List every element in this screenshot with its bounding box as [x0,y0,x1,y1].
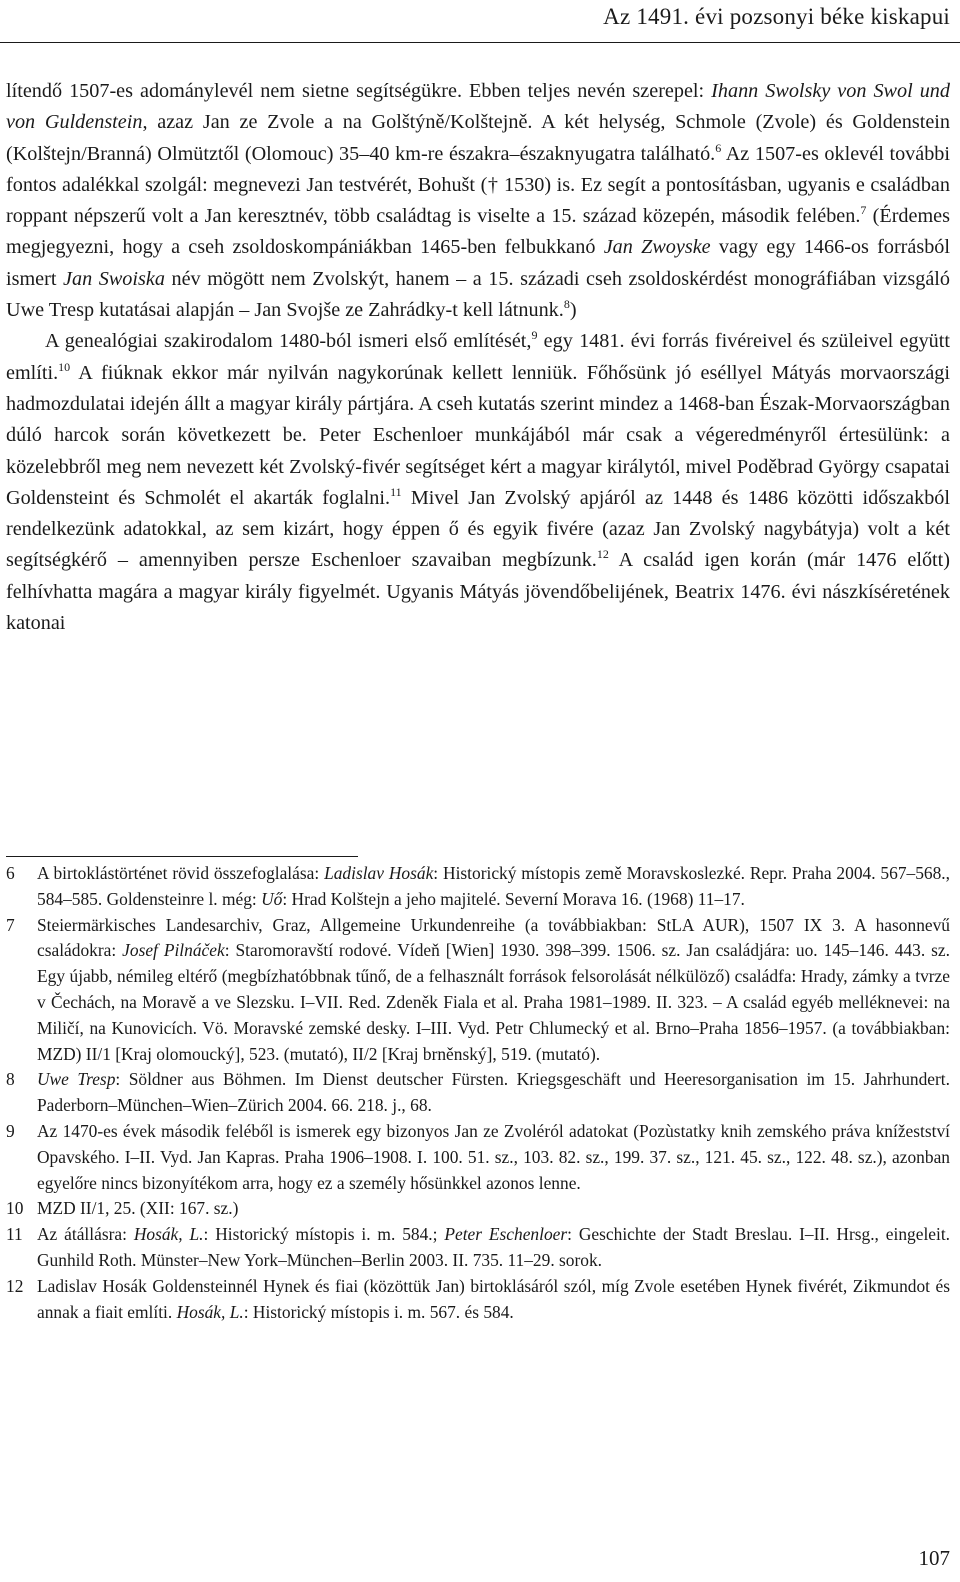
footnote-ref-12[interactable]: 12 [596,547,609,562]
footnote-ref-6[interactable]: 6 [715,140,722,155]
text-run: Mivel Jan Zvolský apjáról az 1448 és 1486 közötti időszakból rendelkezünk adatokkal, az sem kizárt, hogy éppen ő és egyik fivére (azaz Jan Zvolský nagybátyja) volt a két segítségkérő – amennyiben persze Eschenloer szavaiban megbízunk. [6,486,951,572]
italic-name: Jan Swoiska [63,267,165,290]
text-run: Ladislav Hosák Goldensteinnél Hynek és fiai (közöttük Jan) birtoklásáról szól, míg Zvole esetében Hynek fivérét, Zikmundot és annak a fiait említi. [37,1275,950,1322]
text-run: név mögött nem Zvolskýt, hanem – a 15. századi cseh zsoldoskérdést monográfiában vizsgáló Uwe Tresp kutatásai alapján – Jan Svojše ze Zahrádky-t kell látnunk. [6,267,950,322]
text-run: Az 1507-es oklevél további fontos adalékkal szolgál: megnevezi Jan testvérét, Bohušt († 1530) is. Ez segít a pontosításban, ugyanis e családban roppant népszerű volt a Jan keresztnév, több családtag is viselte a 15. század közepén, második felében. [6,142,951,228]
footnote-ref-7[interactable]: 7 [860,203,867,218]
text-run: Az átállásra: [37,1224,134,1245]
paragraph-2 [6,326,950,639]
author-name: Ladislav Hosák [324,863,434,883]
text-run: : Historický místopis i. m. 584.; [203,1224,445,1245]
author-name: Uwe Tresp [37,1069,116,1090]
footnote-number: 8 [6,1069,15,1090]
footnote-number: 9 [6,1120,15,1141]
text-run: : Staromoravští rodové. Vídeň [Wien] 1930. 398–399. 1506. sz. Jan családjára: uo. 145–146. 443. sz. Egy újabb, némileg eltérő (megbízhatóbbnak tűnő, de a felhasznált források felsorolását nélkülöző) családfa: Hrady, zámky a tvrze v Čechách, na Moravě a ve Slezsku. I–VII. Red. Zdeněk Fiala et al. Praha 1981–1989. II. 323. – A család egyéb melléknevei: na Miličí, na Kunovicích. Vö. Moravské zemské desky. I–III. Vyd. Petr Chlumecký et al. Brno–Praha 1856–1957. (a továbbiakban: MZD) II/1 [Kraj olomoucký], 523. (mutató), II/2 [Kraj brněnský], 519. (mutató). [37,940,950,1064]
footnote-12 [6,1274,950,1326]
text-run: : Hrad Kolštejn a jeho majitelé. Severní Morava 16. (1968) 11–17. [282,888,745,909]
text-run: Az 1470-es évek második feléből is ismerek egy bizonyos Jan ze Zvoléról adatokat (Pozùstatky knih zemského práva knížestství Opavského. I–II. Vyd. Jan Kapras. Praha 1906–1908. I. 100. 51. sz., 103. 82. sz., 199. 37. sz., 121. 45. sz., 122. 48. sz.), azonban egyelőre nincs bizonyítékom arra, hogy ez a személy hősünkkel azonos lenne. [37,1120,950,1193]
running-head: Az 1491. évi pozsonyi béke kiskapui [603,4,950,29]
italic-name: Jan Zwoyske [603,236,711,259]
author-name: Hosák, L. [133,1224,204,1245]
text-run: egy 1481. évi forrás fivéreivel és szüleivel együtt említi. [6,330,950,384]
text-run: MZD II/1, 25. (XII: 167. sz.) [37,1198,239,1219]
footnotes [6,861,950,1325]
text-run: lítendő 1507-es adománylevél nem sietne segítségükre. Ebben teljes nevén szerepel: [6,80,712,102]
footnote-number: 11 [6,1224,23,1245]
footnote-6 [6,861,950,913]
footnote-number: 10 [6,1198,24,1219]
footnote-ref-9[interactable]: 9 [531,328,538,343]
footnote-10 [6,1196,950,1222]
footnote-7 [6,913,950,1068]
text-run: : Historický místopis i. m. 567. és 584. [243,1301,514,1322]
text-run: (Érdemes megjegyezni, hogy a cseh zsoldoskompániákban 1465-ben felbukkanó [6,205,950,259]
page-header [0,0,960,50]
header-rule [0,42,960,43]
author-name: Peter Eschenloer [444,1224,568,1245]
text-run: : Geschichte der Stadt Breslau. I–II. Hrsg., eingeleit. Gunhild Roth. Münster–New York–München–Berlin 2003. II. 735. 11–29. sorok. [37,1224,951,1270]
text-run: Steiermärkisches Landesarchiv, Graz, Allgemeine Urkundenreihe (a továbbiakban: StLA AUR), 1507 IX 3. A hasonnevű családokra: [37,914,950,961]
text-run: ) [569,299,577,322]
footnote-8 [6,1067,950,1119]
italic-name: Ihann Swolsky von Swol und von Guldenstein [6,80,950,134]
text-run: : Söldner aus Böhmen. Im Dienst deutscher Fürsten. Kriegsgeschäft und Heeresorganisation im 15. Jahrhundert. Paderborn–München–Wien–Zürich 2004. 66. 218. j., 68. [37,1069,950,1116]
page-number: 107 [918,1546,950,1570]
body-text [6,76,950,639]
text-run: : Historický místopis země Moravskoslezké. Repr. Praha 2004. 567–568., 584–585. Goldensteinre l. még: [37,863,950,909]
footnote-ref-11[interactable]: 11 [390,484,402,499]
footnote-ref-10[interactable]: 10 [58,359,71,374]
footnote-number: 7 [6,914,15,935]
text-run: A genealógiai szakirodalom 1480-ból ismeri első említését, [45,330,532,353]
footnote-rule [6,856,358,857]
footnote-ref-8[interactable]: 8 [563,297,570,312]
text-run: A birtoklástörténet rövid összefoglalása: [37,863,325,883]
footnote-9 [6,1119,950,1196]
text-run: A család igen korán (már 1476 előtt) felhívhatta magára a magyar király figyelmét. Ugyanis Mátyás jövendőbelijének, Beatrix 1476. évi nászkíséretének katonai [6,549,950,635]
author-name: Josef Pilnáček [122,940,225,961]
text-run: vagy egy 1466-os forrásból ismert [6,236,951,290]
text-run: A fiúknak ekkor már nyilván nagykorúnak kellett lenniük. Főhősünk jó eséllyel Mátyás morvaországi hadmozdulatai idején állt a magyar király pártjára. A cseh kutatás szerint mindez a 1468-ban Észak-Morvaországban dúló harcok során következett be. Peter Eschenloer munkájából már csak a végeredményről értesülünk: a közelebbről meg nem nevezett két Zvolský-fivér segítséget kért a magyar királytól, mivel Poděbrad György csapatai Goldensteint és Schmolét el akarták foglalni. [6,361,950,509]
text-run: , azaz Jan ze Zvole a na Golštýně/Kolštejně. A két helység, Schmole (Zvole) és Goldenstein (Kolštejn/Branná) Olmütztől (Olomouc) 35–40 km-re északra–északnyugatra található. [6,111,950,165]
footnote-number: 12 [6,1275,24,1296]
footnote-number: 6 [6,863,15,883]
author-name: Hosák, L. [176,1301,244,1322]
paragraph-1 [6,76,950,326]
author-name: Uő [261,888,283,909]
footnote-11 [6,1222,950,1274]
